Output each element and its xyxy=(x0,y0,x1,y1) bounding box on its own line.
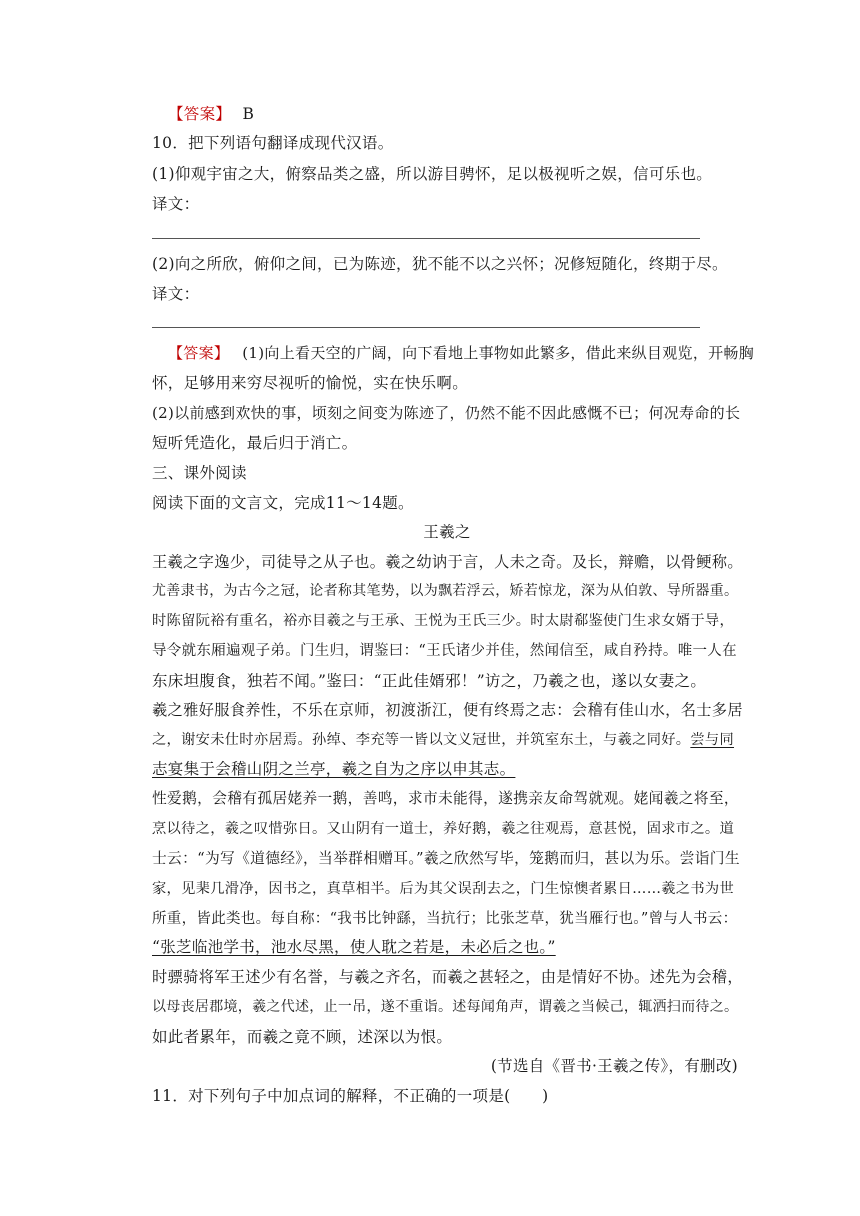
passage-source: (节选自《晋书·王羲之传》，有删改) xyxy=(490,1057,738,1075)
passage-p1-line-4: 导令就东厢遍观子弟。门生归，谓鉴曰：“王氏诸少并佳，然闻信至，咸自矜持。唯一人在 xyxy=(152,643,737,659)
passage-p4-line-2: 以母丧居郡境，羲之代述，止一吊，遂不重诣。述每闻角声，谓羲之当候己，辄洒扫而待之。 xyxy=(152,999,739,1015)
passage-p1-line-3: 时陈留阮裕有重名，裕亦目羲之与王承、王悦为王氏三少。时太尉郗鉴使门生求女婿于导， xyxy=(152,613,735,629)
underlined-sentence: 志宴集于会稽山阴之兰亭，羲之自为之序以申其志。 xyxy=(152,760,516,778)
translation-label-1: 译文： xyxy=(152,195,200,213)
section-heading: 三、课外阅读 xyxy=(152,464,247,482)
answer-2-line-3: (2)以前感到欢快的事，顷刻之间变为陈迹了，仍然不能不因此感慨不已；何况寿命的长 xyxy=(152,404,741,422)
underlined-sentence: “张芝临池学书，池水尽黑，使人耽之若是，未必后之也。” xyxy=(152,938,556,956)
passage-p3-line-1: 性爱鹅，会稽有孤居姥养一鹅，善鸣，求市未能得，遂携亲友命驾就观。姥闻羲之将至， xyxy=(152,790,739,807)
answer-value: B xyxy=(242,105,255,123)
answer-2-line-2: 怀，足够用来穷尽视听的愉悦，实在快乐啊。 xyxy=(152,374,469,392)
question-11-stem: 11．对下列句子中加点词的解释，不正确的一项是( ) xyxy=(152,1087,549,1105)
passage-p1-line-5: 东床坦腹食，独若不闻。”鉴曰：“正此佳婿邪！”访之，乃羲之也，遂以女妻之。 xyxy=(152,672,707,690)
answer-tag: 【答案】 xyxy=(168,105,232,123)
passage-p3-line-4: 家，见棐几滑净，因书之，真草相半。后为其父误刮去之，门生惊懊者累日……羲之书为世 xyxy=(152,881,735,897)
question-10-sentence-2: (2)向之所欣，俯仰之间，已为陈迹，犹不能不以之兴怀；况修短随化，终期于尽。 xyxy=(152,255,728,273)
passage-p3-line-2: 烹以待之，羲之叹惜弥日。又山阴有一道士，养好鹅，羲之往观焉，意甚悦，固求市之。道 xyxy=(152,821,735,837)
passage-p3-line-3: 士云：“为写《道德经》，当举群相赠耳。”羲之欣然写毕，笼鹅而归，甚以为乐。尝诣门生 xyxy=(152,850,740,867)
passage-title: 王羲之 xyxy=(423,523,471,541)
passage-p3-line-6 xyxy=(152,937,742,957)
passage-p1-line-1: 王羲之字逸少，司徒导之从子也。羲之幼讷于言，人未之奇。及长，辩赡，以骨鲠称。 xyxy=(152,553,743,571)
passage-p2-line-3 xyxy=(152,759,742,779)
underlined-sentence: 尝与同 xyxy=(690,732,735,748)
translation-label-2: 译文： xyxy=(152,285,200,303)
question-10-sentence-1: (1)仰观宇宙之大，俯察品类之盛，所以游目骋怀，足以极视听之娱，信可乐也。 xyxy=(152,165,713,183)
answer-2-line-4: 短听凭造化，最后归于消亡。 xyxy=(152,434,358,452)
answer-tag: 【答案】 xyxy=(168,344,230,362)
answer-blank-line-1 xyxy=(152,238,700,239)
passage-p4-line-1: 时骠骑将军王述少有名誉，与羲之齐名，而羲之甚轻之，由是情好不协。述先为会稽， xyxy=(152,968,743,986)
answer-blank-line-2 xyxy=(152,327,700,328)
passage-p1-line-2: 尤善隶书，为古今之冠，论者称其笔势，以为飘若浮云，矫若惊龙，深为从伯敦、导所器重。 xyxy=(152,583,739,599)
passage-p2-line-2: 之，谢安未仕时亦居焉。孙绰、李充等一皆以文义冠世，并筑室东土，与羲之同好。尝与同 xyxy=(152,732,735,748)
question-10-stem: 10．把下列语句翻译成现代汉语。 xyxy=(152,134,394,152)
passage-p3-line-5: 所重，皆此类也。每自称：“我书比钟繇，当抗行；比张芝草，犹当雁行也。”曾与人书云： xyxy=(152,911,738,927)
section-intro: 阅读下面的文言文，完成11～14题。 xyxy=(152,494,414,512)
passage-p4-line-3: 如此者累年，而羲之竟不顾，述深以为恨。 xyxy=(152,1028,453,1046)
answer-2-line-1: 【答案】 (1)向上看天空的广阔，向下看地上事物如此繁多，借此来纵目观览，开畅胸 xyxy=(168,344,755,362)
answer-line-1 xyxy=(168,104,758,124)
passage-p2-line-1: 羲之雅好服食养性，不乐在京师，初渡浙江，便有终焉之志：会稽有佳山水，名士多居 xyxy=(152,701,743,719)
